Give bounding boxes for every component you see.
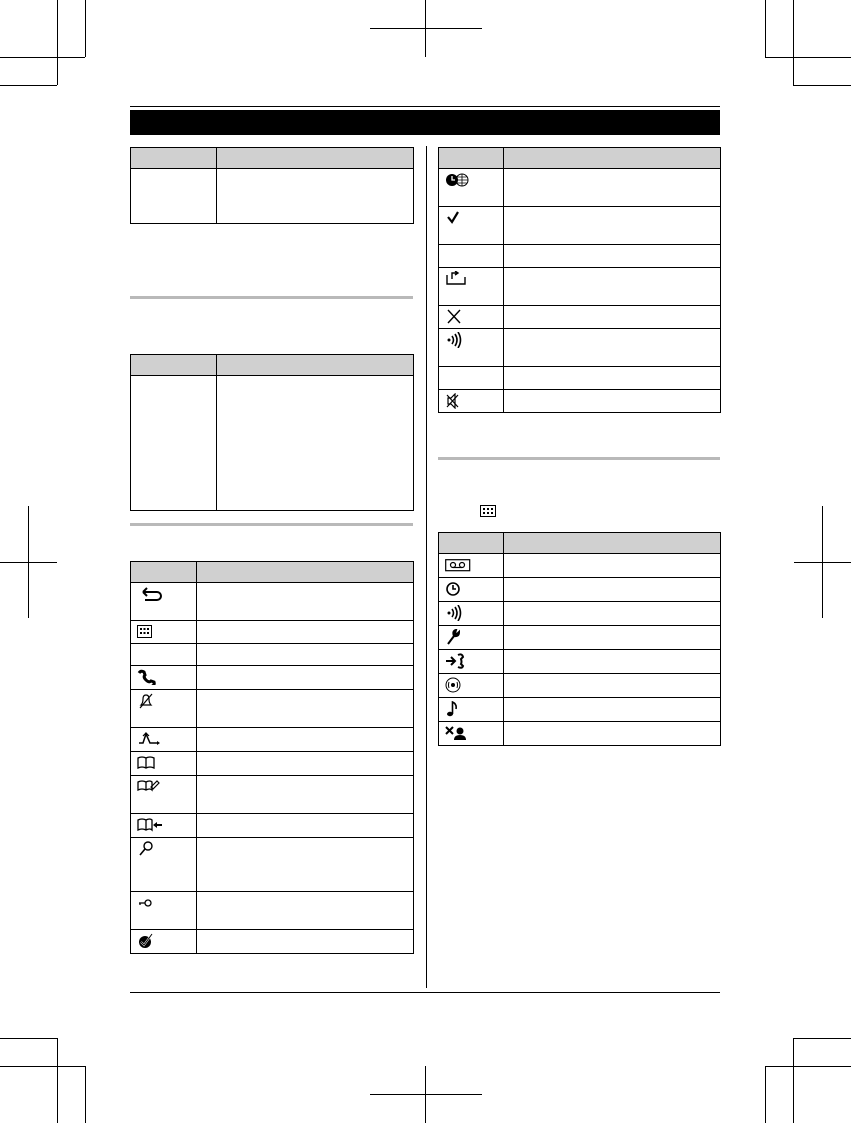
block-user-icon [445, 725, 473, 741]
crop-mark [765, 0, 766, 57]
crop-mark [793, 85, 851, 86]
table-row [439, 578, 721, 602]
table-cell [504, 169, 721, 207]
incoming-call-icon [445, 653, 473, 669]
table-row [131, 690, 414, 728]
table-row [439, 626, 721, 650]
table-row [131, 838, 414, 892]
signal-icon [445, 605, 473, 621]
clock-globe-icon [445, 172, 473, 188]
header-cell [217, 355, 414, 376]
header-cell [131, 562, 197, 583]
table-cell [197, 776, 414, 814]
table-row [131, 814, 414, 838]
clock-check-icon [137, 933, 165, 949]
header-cell [439, 148, 504, 169]
wrench-icon [445, 629, 473, 645]
table-row [131, 892, 414, 930]
section-rule [130, 523, 413, 526]
phonebook-edit-icon [137, 779, 165, 795]
table-cell [197, 930, 414, 954]
handset-icon [137, 669, 165, 685]
crop-mark [0, 1038, 58, 1039]
table-cell [197, 728, 414, 752]
status-icons-table [438, 147, 721, 413]
table-header-row [131, 355, 414, 376]
table-cell [197, 752, 414, 776]
section-title [130, 115, 138, 130]
table-row [439, 698, 721, 722]
header-cell [504, 533, 721, 554]
table-cell [197, 690, 414, 728]
table-row [131, 776, 414, 814]
table-row [439, 390, 721, 413]
table-cell [504, 650, 721, 674]
table-row [131, 583, 414, 621]
crop-mark [0, 57, 85, 58]
table-cell [504, 554, 721, 578]
table-cell [197, 814, 414, 838]
section-rule [438, 457, 720, 460]
crop-mark [370, 1094, 482, 1095]
table-cell [131, 169, 217, 224]
speaker-off-icon [445, 393, 473, 409]
crop-mark [765, 1066, 851, 1067]
table-header-row [439, 148, 721, 169]
column-divider [426, 146, 427, 988]
table-row [439, 268, 721, 306]
crop-mark [57, 0, 58, 85]
phonebook-icon [137, 755, 165, 771]
menu-grid-icon [137, 624, 165, 640]
table-row [131, 666, 414, 690]
table-cell [504, 245, 721, 268]
music-note-icon [445, 701, 473, 717]
section-header-bar [130, 110, 720, 135]
table-row [131, 930, 414, 954]
table-cell [504, 698, 721, 722]
table-row [131, 644, 414, 666]
table-cell [197, 838, 414, 892]
table-row [439, 169, 721, 207]
clock-icon [445, 581, 473, 597]
table-cell [197, 583, 414, 621]
table-cell [439, 245, 504, 268]
answering-machine-box-icon [445, 271, 473, 287]
table-cell [197, 621, 414, 644]
table-row [439, 367, 721, 390]
table-row [131, 728, 414, 752]
softkey-icons-table [130, 561, 414, 954]
section-rule [130, 296, 413, 299]
table-row [131, 621, 414, 644]
header-top-rule [130, 106, 720, 107]
crop-mark [765, 57, 851, 58]
menu-grid-icon [480, 504, 496, 516]
key-icon [137, 895, 165, 911]
table-cell [504, 602, 721, 626]
voicemail-icon [445, 557, 473, 573]
table-row [439, 207, 721, 245]
table-cell [131, 376, 217, 511]
middle-left-table [130, 354, 414, 511]
crop-mark [0, 562, 57, 563]
table-cell [504, 578, 721, 602]
table-row [439, 674, 721, 698]
back-arrow-icon [137, 586, 165, 602]
header-cell [504, 148, 721, 169]
table-row [439, 602, 721, 626]
transfer-icon [137, 731, 165, 747]
table-row [131, 752, 414, 776]
table-row [439, 306, 721, 329]
checkmark-icon [445, 210, 473, 226]
header-cell [131, 355, 217, 376]
table-cell [197, 644, 414, 666]
crop-mark [793, 1038, 851, 1039]
header-cell [197, 562, 414, 583]
table-row [439, 722, 721, 746]
crop-mark [765, 1066, 766, 1123]
crop-mark [85, 0, 86, 57]
menu-icons-table [438, 532, 721, 746]
search-icon [137, 841, 165, 857]
crop-mark [57, 1038, 58, 1123]
header-cell [217, 148, 414, 169]
table-header-row [131, 562, 414, 583]
header-cell [439, 533, 504, 554]
table-header-row [439, 533, 721, 554]
table-cell [504, 207, 721, 245]
table-cell [504, 367, 721, 390]
table-cell [504, 306, 721, 329]
header-cell [131, 148, 217, 169]
table-cell [197, 666, 414, 690]
ringer-off-icon [137, 693, 165, 709]
table-cell [504, 722, 721, 746]
table-cell [217, 376, 414, 511]
table-cell [504, 329, 721, 367]
table-row [439, 650, 721, 674]
table-cell [504, 674, 721, 698]
table-row [439, 329, 721, 367]
crop-mark [370, 28, 482, 29]
table-row [131, 376, 414, 511]
crop-mark [85, 1066, 86, 1123]
table-cell [439, 367, 504, 390]
crop-mark [794, 562, 851, 563]
table-cell [131, 644, 197, 666]
crop-mark [0, 1066, 86, 1067]
intercom-icon [445, 677, 473, 693]
crop-mark [793, 1038, 794, 1123]
phonebook-copy-icon [137, 817, 165, 833]
table-cell [504, 626, 721, 650]
footer-rule [130, 992, 720, 993]
table-cell [504, 390, 721, 413]
top-left-table [130, 147, 414, 224]
cross-icon [445, 309, 473, 325]
table-cell [217, 169, 414, 224]
table-header-row [131, 148, 414, 169]
table-cell [197, 892, 414, 930]
crop-mark [793, 0, 794, 85]
signal-icon [445, 332, 473, 348]
crop-mark [0, 85, 57, 86]
table-cell [504, 268, 721, 306]
table-row [439, 245, 721, 268]
table-row [439, 554, 721, 578]
table-row [131, 169, 414, 224]
